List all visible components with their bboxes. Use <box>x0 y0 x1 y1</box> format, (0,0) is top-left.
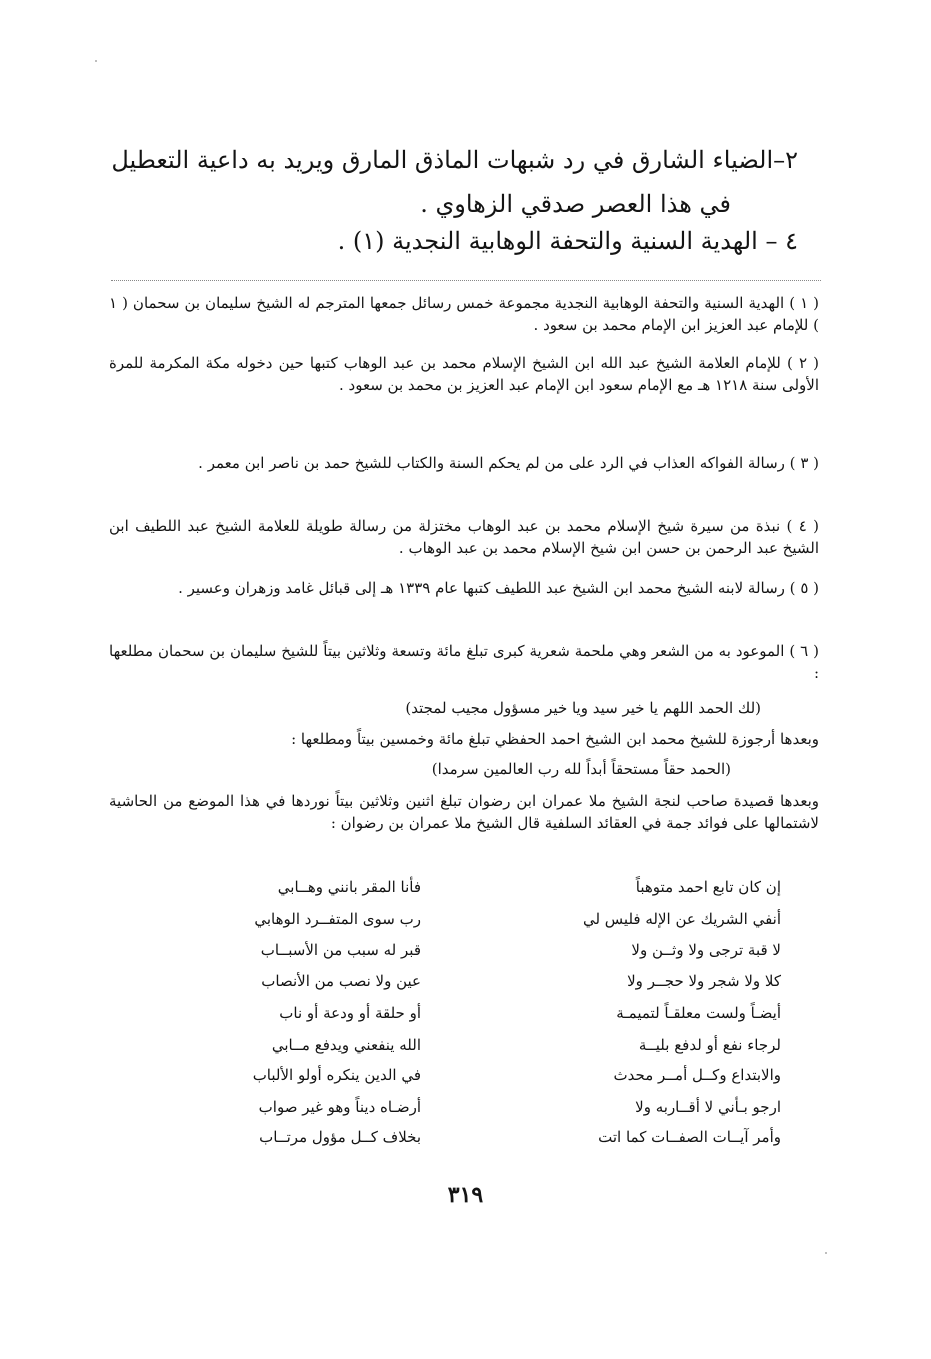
verse-row <box>141 910 781 940</box>
verse-row <box>141 1066 781 1096</box>
verse-second-hemistich: الله ينفعني ويدفع مــابي <box>271 1036 421 1054</box>
verse-row <box>141 972 781 1002</box>
poem-opening-line: (لك الحمد اللهم يا خير سيد ويا خير مسؤول مجيب لمجتد) <box>405 699 761 717</box>
verse-second-hemistich: أرضـاه ديناً وهو غير صواب <box>258 1098 421 1116</box>
verse-second-hemistich: رب سوى المتفــرد الوهابي <box>254 910 421 928</box>
verse-second-hemistich: أو حلقة أو ودعة أو ناب <box>279 1004 421 1022</box>
verse-row <box>141 1036 781 1066</box>
verse-first-hemistich: ارجو بـأني لا أقــاربه ولا <box>635 1098 781 1116</box>
main-text-line-2: في هذا العصر صدقي الزهاوي . <box>420 190 731 218</box>
verse-second-hemistich: فأنا المقر بانني وهــابي <box>277 878 421 896</box>
verse-first-hemistich: لرجاء نفع أو لدفع بليــة <box>638 1036 781 1054</box>
verse-first-hemistich: لا قبة ترجى ولا وثــن ولا <box>631 941 781 959</box>
scan-speck <box>95 60 97 62</box>
footnote-3: ( ٣ ) رسالة الفواكه العذاب في الرد على من لم يحكم السنة والكتاب للشيخ حمد بن ناصر ابن معمر . <box>198 454 819 472</box>
verse-second-hemistich: في الدين ينكره أولو الألباب <box>252 1066 421 1084</box>
verse-row <box>141 1128 781 1158</box>
footnote-6: ( ٦ ) الموعود به من الشعر وهي ملحمة شعرية كبرى تبلغ مائة وتسعة وثلاثين بيتاً للشيخ سليمان بن سحمان مطلعها : <box>109 642 820 682</box>
main-text-line-3: ٤ – الهدية السنية والتحفة الوهابية النجدية (١) . <box>337 227 798 255</box>
verse-row <box>141 1098 781 1128</box>
footnote-4: ( ٤ ) نبذة من سيرة شيخ الإسلام محمد بن عبد الوهاب مختزلة من رسالة طويلة للعلامة الشيخ عبد اللطيف ابن الشيخ عبد الرحمن بن حسن ابن شيخ الإسلام محمد بن عبد الوهاب . <box>109 517 819 557</box>
page-number: ٣١٩ <box>447 1182 484 1208</box>
verse-second-hemistich: عين ولا نصب من الأنصاب <box>261 972 421 990</box>
scan-speck <box>825 1252 827 1254</box>
verse-second-hemistich: قبر له سبب من الأسبــاب <box>260 941 421 959</box>
verse-first-hemistich: أنفي الشريك عن الإله فليس لي <box>582 910 781 928</box>
footnote-5: ( ٥ ) رسالة لابنه الشيخ محمد ابن الشيخ عبد اللطيف كتبها عام ١٣٣٩ هـ إلى قبائل غامد وزهران وعسير . <box>178 579 819 597</box>
footnote-2: ( ٢ ) للإمام العلامة الشيخ عبد الله ابن الشيخ الإسلام محمد بن عبد الوهاب كتبها حين دخوله مكة المكرمة للمرة الأولى سنة ١٢١٨ هـ مع الإمام سعود ابن الإمام عبد العزيز بن محمد بن سعود . <box>109 354 819 394</box>
verse-first-hemistich: وأمر آيــات الصفــات كما اتت <box>598 1128 781 1146</box>
verse-row <box>141 1004 781 1034</box>
verse-first-hemistich: والابتداع وكــل أمــر محدث <box>613 1066 781 1084</box>
urjuza-opening-line: (الحمد حقاً مستحقاً أبداً لله رب العالمين سرمدا) <box>431 760 731 778</box>
verse-row <box>141 941 781 971</box>
verse-first-hemistich: إن كان تابع احمد متوهباً <box>635 878 781 896</box>
verse-second-hemistich: بخلاف كــل مؤول مرتــاب <box>259 1128 421 1146</box>
verse-row <box>141 878 781 908</box>
main-text-line-1: ٢–الضياء الشارق في رد شبهات الماذق المارق ويريد به داعية التعطيل <box>111 146 798 174</box>
qasida-intro: وبعدها قصيدة صاحب لنجة الشيخ ملا عمران ابن رضوان تبلغ اثنين وثلاثين بيتاً نوردها في هذا الموضع من الحاشية لاشتمالها على فوائد جمة في العقائد السلفية قال الشيخ ملا عمران بن رضوان : <box>109 792 819 832</box>
footnote-1: ( ١ ) الهدية السنية والتحفة الوهابية النجدية مجموعة خمس رسائل جمعها المترجم له الشيخ سليمان بن سحمان ( ١ ) للإمام عبد العزيز ابن الإمام محمد بن سعود . <box>109 294 819 334</box>
urjuza-intro: وبعدها أرجوزة للشيخ محمد ابن الشيخ احمد الحفظي تبلغ مائة وخمسين بيتاً ومطلعها : <box>291 730 819 748</box>
verse-first-hemistich: كلا ولا شجر ولا حجــر ولا <box>627 972 781 990</box>
footnote-divider <box>111 280 821 281</box>
verse-first-hemistich: أيضـاً ولست معلقـاً لتميمـة <box>616 1004 781 1022</box>
